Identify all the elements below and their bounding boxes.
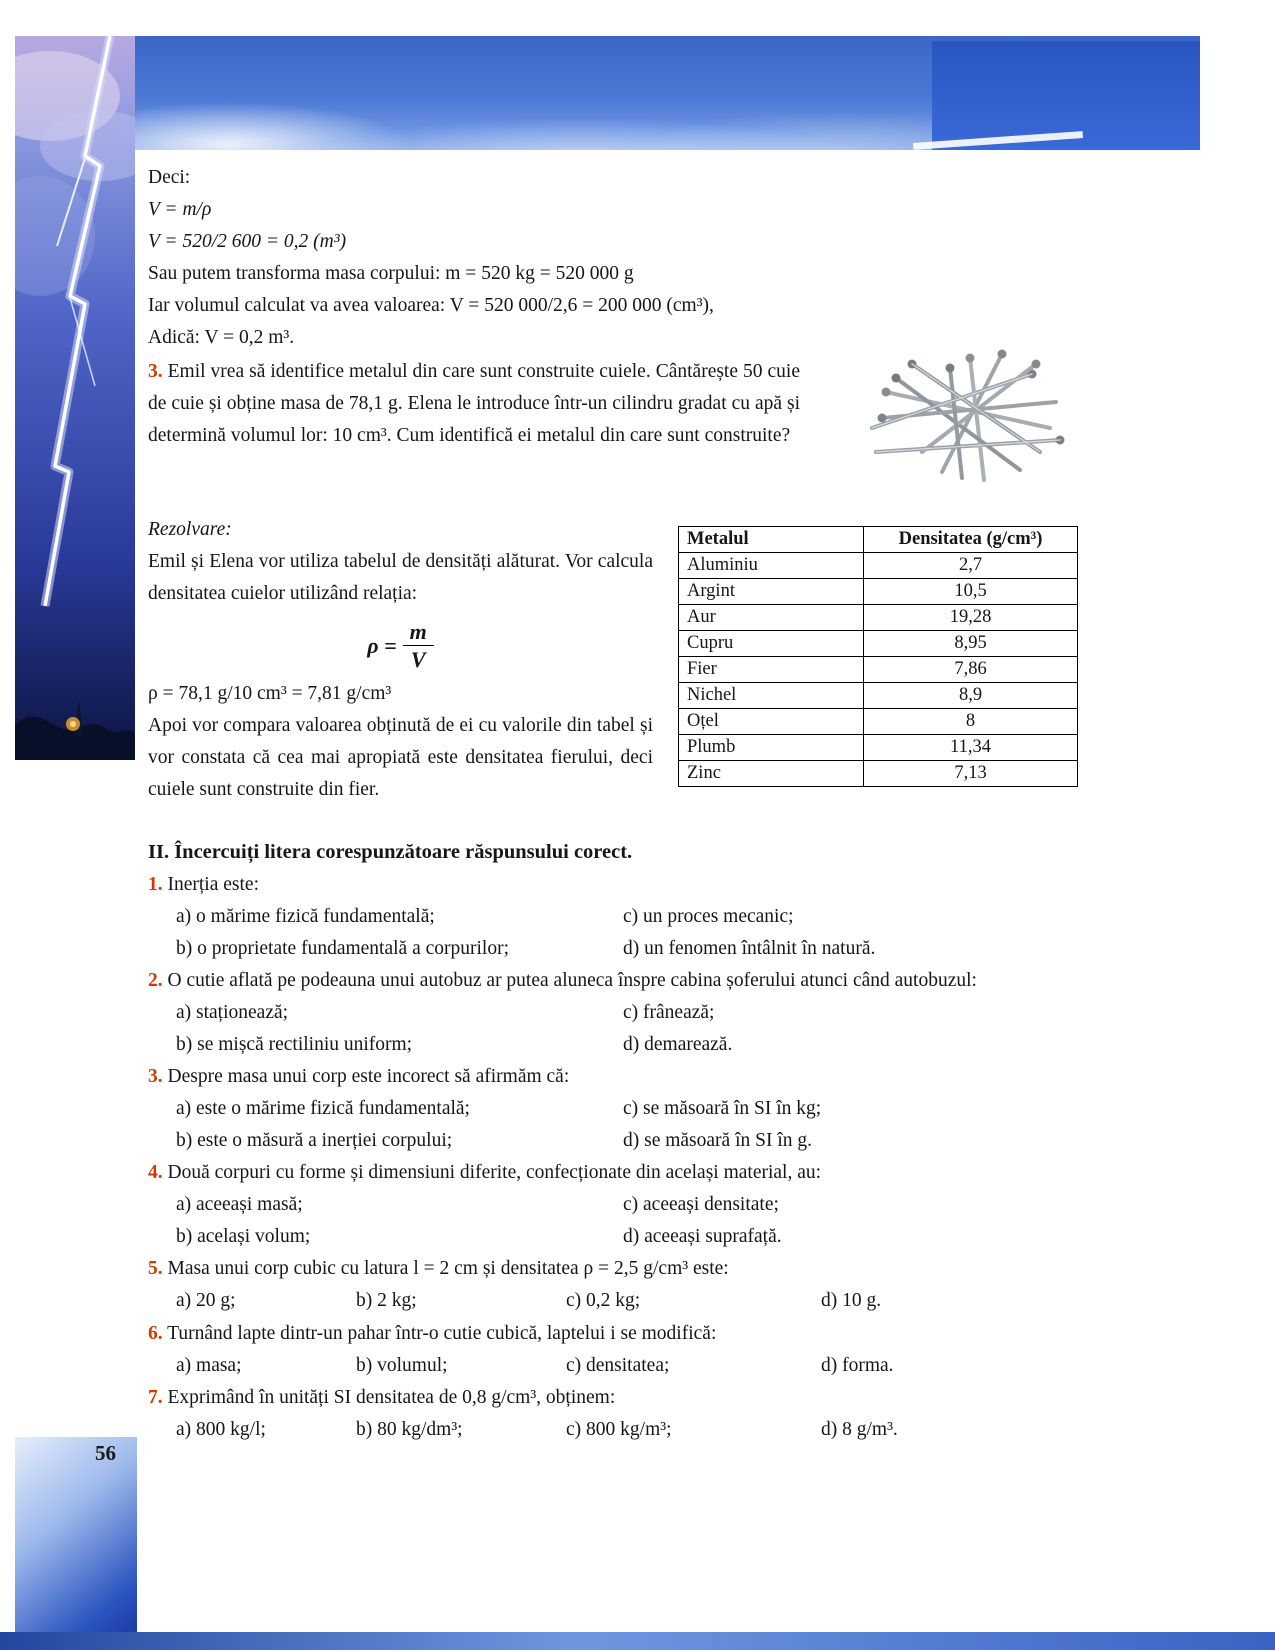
lightning-photo [15, 36, 135, 760]
option-b: b) se mișcă rectiliniu uniform; [176, 1033, 413, 1055]
option-c: c) aceeași densitate; [623, 1194, 779, 1216]
density-value-cell: 10,5 [864, 579, 1078, 605]
density-value-cell: 8,95 [864, 631, 1078, 657]
option-b: b) o proprietate fundamentală a corpurilor; [176, 937, 509, 959]
question-6-line [148, 1318, 1113, 1350]
question-5-stem: Masa unui corp cubic cu latura l = 2 cm și densitatea ρ = 2,5 g/cm³ este: [167, 1258, 729, 1280]
question-5-options [148, 1285, 1113, 1317]
option-d: d) forma. [821, 1354, 894, 1376]
footer-corner-graphic [15, 1437, 137, 1650]
question-6 [148, 1318, 1113, 1382]
density-value-cell: 8,9 [864, 683, 1078, 709]
option-d: d) 8 g/m³. [821, 1419, 898, 1441]
question-1 [148, 869, 1113, 964]
density-formula [148, 620, 653, 672]
density-value-cell: 11,34 [864, 735, 1078, 761]
metal-header: Metalul [679, 527, 864, 553]
problem-3-number: 3. [148, 361, 163, 382]
question-2-stem: O cutie aflată pe podeauna unui autobuz ar putea aluneca înspre cabina șoferului atunci când autobuzul: [167, 970, 977, 992]
table-row [679, 631, 1078, 657]
option-a: a) 800 kg/l; [176, 1419, 266, 1441]
option-d: d) 10 g. [821, 1290, 882, 1312]
option-a: a) masa; [176, 1354, 242, 1376]
question-7-number: 7. [148, 1387, 163, 1409]
table-row [679, 709, 1078, 735]
deci-label: Deci: [148, 167, 191, 188]
formula-fraction [403, 620, 434, 672]
nails-photo [850, 332, 1078, 484]
density-value-cell: 7,86 [864, 657, 1078, 683]
option-d: d) un fenomen întâlnit în natură. [623, 937, 876, 959]
footer-bar [0, 1632, 1275, 1650]
option-d: d) demarează. [623, 1033, 733, 1055]
main-content [148, 162, 1113, 1446]
option-b: b) 2 kg; [356, 1290, 417, 1312]
solution-section [148, 514, 1113, 806]
question-7-line [148, 1382, 1113, 1414]
option-c: c) frânează; [623, 1002, 715, 1024]
option-b: b) același volum; [176, 1225, 311, 1247]
option-a: a) o mărime fizică fundamentală; [176, 906, 435, 928]
question-7-options [148, 1414, 1113, 1446]
solution-text-column [148, 514, 653, 806]
question-2-number: 2. [148, 970, 163, 992]
option-b: b) volumul; [356, 1354, 448, 1376]
option-c: c) densitatea; [566, 1354, 670, 1376]
question-7 [148, 1382, 1113, 1446]
question-3-number: 3. [148, 1066, 163, 1088]
question-5-number: 5. [148, 1258, 163, 1280]
question-1-number: 1. [148, 874, 163, 896]
question-1-line [148, 869, 1113, 901]
density-value-cell: 19,28 [864, 605, 1078, 631]
formula-denominator: V [410, 647, 426, 673]
metal-name-cell: Nichel [679, 683, 864, 709]
density-table-column [678, 514, 1078, 806]
question-4-number: 4. [148, 1162, 163, 1184]
metal-name-cell: Aluminiu [679, 553, 864, 579]
density-value-cell: 7,13 [864, 761, 1078, 787]
problem-3-text [148, 356, 800, 484]
intro-line-mass: Sau putem transforma masa corpului: m = 520 kg = 520 000 g [148, 263, 634, 284]
option-a: a) este o mărime fizică fundamentală; [176, 1098, 470, 1120]
density-header: Densitatea (g/cm³) [864, 527, 1078, 553]
table-row [679, 735, 1078, 761]
metal-name-cell: Plumb [679, 735, 864, 761]
table-row [679, 579, 1078, 605]
question-3-stem: Despre masa unui corp este incorect să afirmăm că: [167, 1066, 570, 1088]
formula-lhs: ρ = [367, 633, 397, 659]
question-2-line [148, 965, 1113, 997]
question-4 [148, 1157, 1113, 1252]
density-value-cell: 2,7 [864, 553, 1078, 579]
option-c: c) 0,2 kg; [566, 1290, 641, 1312]
solution-paragraph-1: Emil și Elena vor utiliza tabelul de densități alăturat. Vor calcula densitatea cuielor utilizând relația: [148, 551, 653, 604]
problem-3-body: Emil vrea să identifice metalul din care sunt construite cuiele. Cântărește 50 cuie de cuie și obține masa de 78,1 g. Elena le introduce într-un cilindru gradat cu apă și determină volumul lor: 10 cm³. Cum identifică ei metalul din care sunt construite? [148, 361, 800, 446]
table-header-row [679, 527, 1078, 553]
nails-illustration [850, 332, 1078, 484]
option-c: c) se măsoară în SI în kg; [623, 1098, 822, 1120]
page-number: 56 [95, 1441, 116, 1465]
formula-v-m-rho: V = m/ρ [148, 199, 212, 220]
option-a: a) aceeași masă; [176, 1194, 303, 1216]
question-6-number: 6. [148, 1322, 163, 1344]
table-row [679, 605, 1078, 631]
question-5-line [148, 1253, 1113, 1285]
option-d: d) se măsoară în SI în g. [623, 1129, 813, 1151]
question-3-options [148, 1093, 1113, 1156]
option-c: c) 800 kg/m³; [566, 1419, 672, 1441]
metal-name-cell: Aur [679, 605, 864, 631]
formula-v-value: V = 520/2 600 = 0,2 (m³) [148, 231, 347, 252]
metal-name-cell: Cupru [679, 631, 864, 657]
solution-title: Rezolvare: [148, 519, 232, 540]
question-2 [148, 965, 1113, 1060]
option-a: a) 20 g; [176, 1290, 236, 1312]
question-3-line [148, 1061, 1113, 1093]
question-6-options [148, 1350, 1113, 1382]
table-row [679, 657, 1078, 683]
question-7-stem: Exprimând în unități SI densitatea de 0,8 g/cm³, obținem: [167, 1387, 616, 1409]
question-6-stem: Turnând lapte dintr-un pahar într-o cutie cubică, laptelui i se modifică: [167, 1322, 717, 1344]
metal-name-cell: Oțel [679, 709, 864, 735]
question-5 [148, 1253, 1113, 1317]
density-table [678, 526, 1078, 787]
problem-3 [148, 356, 1113, 484]
metal-name-cell: Argint [679, 579, 864, 605]
option-c: c) un proces mecanic; [623, 906, 794, 928]
option-b: b) 80 kg/dm³; [356, 1419, 463, 1441]
question-4-line [148, 1157, 1113, 1189]
header-sky-image [15, 36, 1200, 150]
option-b: b) este o măsură a inerției corpului; [176, 1129, 453, 1151]
question-4-stem: Două corpuri cu forme și dimensiuni diferite, confecționate din același material, au: [167, 1162, 822, 1184]
option-d: d) aceeași suprafață. [623, 1225, 782, 1247]
density-calculation: ρ = 78,1 g/10 cm³ = 7,81 g/cm³ [148, 683, 392, 705]
intro-line-volume: Iar volumul calculat va avea valoarea: V = 520 000/2,6 = 200 000 (cm³), [148, 295, 714, 316]
question-1-options [148, 901, 1113, 964]
metal-name-cell: Zinc [679, 761, 864, 787]
metal-name-cell: Fier [679, 657, 864, 683]
table-row [679, 553, 1078, 579]
question-3 [148, 1061, 1113, 1156]
table-row [679, 761, 1078, 787]
question-2-options [148, 997, 1113, 1060]
formula-numerator: m [403, 620, 434, 646]
option-a: a) staționează; [176, 1002, 289, 1024]
intro-line-adica: Adică: V = 0,2 m³. [148, 327, 295, 348]
solution-paragraph-2: Apoi vor compara valoarea obținută de ei cu valorile din tabel și vor constata că cea mai apropiată este densitatea fierului, deci cuiele sunt construite din fier. [148, 715, 653, 801]
table-row [679, 683, 1078, 709]
lightning-illustration [15, 36, 135, 760]
section-2-heading: II. Încercuiți litera corespunzătoare răspunsului corect. [148, 841, 633, 864]
density-value-cell: 8 [864, 709, 1078, 735]
question-4-options [148, 1189, 1113, 1252]
question-1-stem: Inerția este: [167, 874, 259, 896]
